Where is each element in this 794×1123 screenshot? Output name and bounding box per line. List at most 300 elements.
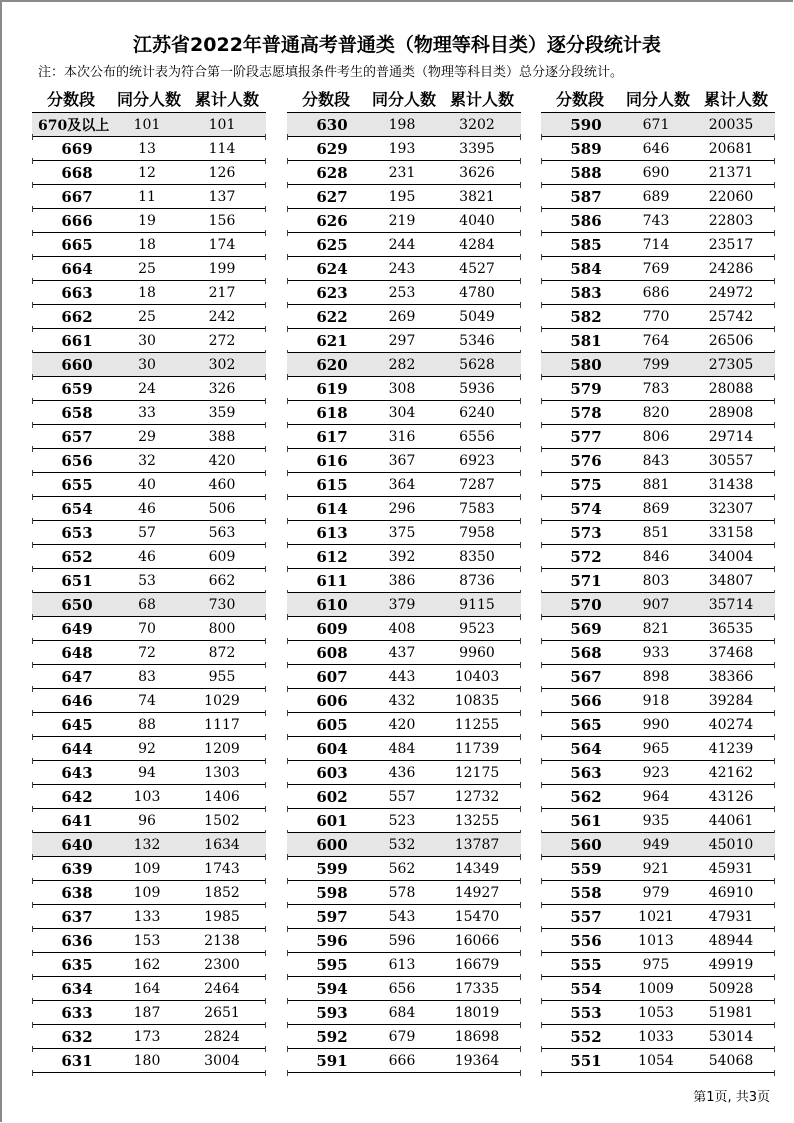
table-row [541,881,775,905]
same-count-cell: 187 [133,1004,161,1021]
table-row [32,713,266,737]
score-cell: 577 [570,427,602,446]
cumulative-count-cell: 36535 [708,620,754,637]
score-cell: 629 [316,139,348,158]
cumulative-count-cell: 6923 [459,452,495,469]
table-row [541,113,775,137]
same-count-cell: 656 [388,980,416,997]
same-count-cell: 484 [388,740,416,757]
same-count-cell: 46 [138,548,156,565]
same-count-cell: 436 [388,764,416,781]
cumulative-count-cell: 1985 [204,908,240,925]
cumulative-count-cell: 1743 [204,860,240,877]
same-count-cell: 1053 [638,1004,674,1021]
score-cell: 641 [61,811,93,830]
cumulative-count-cell: 563 [208,524,236,541]
same-count-cell: 783 [642,380,670,397]
table-row [287,617,521,641]
table-row [287,233,521,257]
score-cell: 668 [61,163,93,182]
score-cell: 620 [316,355,348,374]
same-count-cell: 921 [642,860,670,877]
table-row [32,905,266,929]
score-cell: 646 [61,691,93,710]
score-cell: 639 [61,859,93,878]
table-row [32,881,266,905]
same-count-cell: 367 [388,452,416,469]
cumulative-count-cell: 30557 [708,452,754,469]
score-cell: 606 [316,691,348,710]
table-row [287,641,521,665]
table-row [32,161,266,185]
score-table-column-1 [32,84,266,1073]
same-count-cell: 714 [642,236,670,253]
same-count-cell: 162 [133,956,161,973]
cumulative-count-cell: 302 [208,356,236,373]
table-row [541,593,775,617]
cumulative-count-cell: 11255 [454,716,500,733]
score-cell: 583 [570,283,602,302]
score-cell: 604 [316,739,348,758]
cumulative-count-cell: 10835 [454,692,500,709]
table-row [32,761,266,785]
cumulative-count-cell: 1117 [204,716,240,733]
score-cell: 618 [316,403,348,422]
table-row [541,905,775,929]
table-note: 注：本次公布的统计表为符合第一阶段志愿填报条件考生的普通类（物理等科目类）总分逐分段统计。 [38,65,624,80]
cumulative-count-cell: 42162 [708,764,754,781]
same-count-cell: 557 [388,788,416,805]
cumulative-count-cell: 41239 [708,740,754,757]
table-row [541,857,775,881]
cumulative-count-cell: 47931 [708,908,754,925]
table-row [541,353,775,377]
same-count-cell: 103 [133,788,161,805]
score-cell: 650 [61,595,93,614]
same-count-cell: 109 [133,884,161,901]
table-row [287,953,521,977]
same-count-cell: 193 [388,140,416,157]
table-row [541,713,775,737]
score-cell: 616 [316,451,348,470]
table-row [32,833,266,857]
cumulative-count-cell: 1634 [204,836,240,853]
same-count-cell: 806 [642,428,670,445]
table-row [287,713,521,737]
table-row [32,401,266,425]
cumulative-count-cell: 1406 [204,788,240,805]
cumulative-count-cell: 1209 [204,740,240,757]
same-count-cell: 964 [642,788,670,805]
same-count-cell: 821 [642,620,670,637]
score-cell: 551 [570,1051,602,1070]
table-row [541,185,775,209]
table-row [541,1025,775,1049]
same-count-cell: 578 [388,884,416,901]
table-row [287,665,521,689]
score-cell: 647 [61,667,93,686]
table-row [287,473,521,497]
same-count-cell: 72 [138,644,156,661]
cumulative-count-cell: 19364 [454,1052,500,1069]
same-count-cell: 392 [388,548,416,565]
same-count-cell: 244 [388,236,416,253]
cumulative-count-cell: 3626 [459,164,495,181]
cumulative-count-cell: 4527 [459,260,495,277]
same-count-cell: 13 [138,140,156,157]
same-count-cell: 881 [642,476,670,493]
same-count-cell: 869 [642,500,670,517]
same-count-cell: 364 [388,476,416,493]
cumulative-count-cell: 49919 [708,956,754,973]
same-count-cell: 918 [642,692,670,709]
table-row [287,353,521,377]
same-count-cell: 68 [138,596,156,613]
cumulative-count-cell: 13787 [454,836,500,853]
cumulative-count-cell: 14927 [454,884,500,901]
score-cell: 610 [316,595,348,614]
score-cell: 570 [570,595,602,614]
same-count-cell: 18 [138,284,156,301]
same-count-cell: 1054 [638,1052,674,1069]
score-cell: 624 [316,259,348,278]
table-row [287,545,521,569]
same-count-cell: 386 [388,572,416,589]
same-count-cell: 523 [388,812,416,829]
same-count-cell: 164 [133,980,161,997]
cumulative-count-cell: 2824 [204,1028,240,1045]
table-row [287,257,521,281]
cumulative-count-cell: 44061 [708,812,754,829]
table-rows [541,112,775,1073]
same-count-cell: 40 [138,476,156,493]
table-row [32,113,266,137]
cumulative-count-cell: 22803 [708,212,754,229]
score-cell: 608 [316,643,348,662]
same-count-cell: 690 [642,164,670,181]
score-cell: 644 [61,739,93,758]
score-cell: 656 [61,451,93,470]
header-cumulative: 累计人数 [449,89,514,109]
table-row [541,233,775,257]
same-count-cell: 846 [642,548,670,565]
score-cell: 632 [61,1027,93,1046]
same-count-cell: 308 [388,380,416,397]
score-cell: 598 [316,883,348,902]
cumulative-count-cell: 15470 [454,908,500,925]
cumulative-count-cell: 24972 [708,284,754,301]
same-count-cell: 990 [642,716,670,733]
cumulative-count-cell: 272 [208,332,236,349]
same-count-cell: 420 [388,716,416,733]
cumulative-count-cell: 359 [208,404,236,421]
table-row [541,377,775,401]
same-count-cell: 965 [642,740,670,757]
cumulative-count-cell: 45931 [708,860,754,877]
same-count-cell: 666 [388,1052,416,1069]
table-row [287,977,521,1001]
same-count-cell: 933 [642,644,670,661]
table-row [32,425,266,449]
score-cell: 560 [570,835,602,854]
cumulative-count-cell: 18019 [454,1004,500,1021]
score-cell: 635 [61,955,93,974]
table-row [541,521,775,545]
cumulative-count-cell: 9115 [459,596,495,613]
table-row [32,737,266,761]
score-cell: 566 [570,691,602,710]
score-cell: 669 [61,139,93,158]
score-cell: 670及以上 [38,117,110,134]
same-count-cell: 562 [388,860,416,877]
same-count-cell: 923 [642,764,670,781]
cumulative-count-cell: 28088 [708,380,754,397]
score-cell: 617 [316,427,348,446]
cumulative-count-cell: 48944 [708,932,754,949]
score-cell: 555 [570,955,602,974]
table-row [287,737,521,761]
score-cell: 653 [61,523,93,542]
same-count-cell: 979 [642,884,670,901]
score-cell: 630 [316,115,348,134]
cumulative-count-cell: 16066 [454,932,500,949]
same-count-cell: 12 [138,164,156,181]
table-row [287,209,521,233]
same-count-cell: 109 [133,860,161,877]
table-row [541,473,775,497]
score-cell: 591 [316,1051,348,1070]
score-cell: 609 [316,619,348,638]
cumulative-count-cell: 506 [208,500,236,517]
same-count-cell: 153 [133,932,161,949]
same-count-cell: 30 [138,356,156,373]
cumulative-count-cell: 34807 [708,572,754,589]
score-cell: 655 [61,475,93,494]
cumulative-count-cell: 35714 [708,596,754,613]
cumulative-count-cell: 54068 [708,1052,754,1069]
same-count-cell: 898 [642,668,670,685]
same-count-cell: 686 [642,284,670,301]
table-row [32,353,266,377]
same-count-cell: 18 [138,236,156,253]
cumulative-count-cell: 46910 [708,884,754,901]
score-cell: 573 [570,523,602,542]
cumulative-count-cell: 26506 [708,332,754,349]
cumulative-count-cell: 174 [208,236,236,253]
same-count-cell: 743 [642,212,670,229]
same-count-cell: 543 [388,908,416,925]
score-cell: 561 [570,811,602,830]
score-cell: 554 [570,979,602,998]
score-cell: 652 [61,547,93,566]
column-header [32,84,266,112]
same-count-cell: 173 [133,1028,161,1045]
score-cell: 664 [61,259,93,278]
score-cell: 585 [570,235,602,254]
table-row [32,689,266,713]
table-row [287,857,521,881]
score-cell: 600 [316,835,348,854]
table-row [32,137,266,161]
same-count-cell: 1009 [638,980,674,997]
score-cell: 563 [570,763,602,782]
score-cell: 589 [570,139,602,158]
same-count-cell: 375 [388,524,416,541]
score-cell: 559 [570,859,602,878]
same-count-cell: 57 [138,524,156,541]
same-count-cell: 689 [642,188,670,205]
score-cell: 626 [316,211,348,230]
table-row [541,737,775,761]
table-row [541,305,775,329]
cumulative-count-cell: 126 [208,164,236,181]
cumulative-count-cell: 3821 [459,188,495,205]
table-row [32,953,266,977]
score-cell: 567 [570,667,602,686]
header-cumulative: 累计人数 [194,89,259,109]
table-row [287,881,521,905]
score-cell: 578 [570,403,602,422]
table-row [541,761,775,785]
score-cell: 593 [316,1003,348,1022]
score-cell: 667 [61,187,93,206]
same-count-cell: 671 [642,116,670,133]
table-row [287,929,521,953]
same-count-cell: 975 [642,956,670,973]
cumulative-count-cell: 33158 [708,524,754,541]
cumulative-count-cell: 32307 [708,500,754,517]
table-rows [32,112,266,1073]
cumulative-count-cell: 6240 [459,404,495,421]
table-row [541,689,775,713]
cumulative-count-cell: 9960 [459,644,495,661]
table-row [287,305,521,329]
table-row [32,473,266,497]
same-count-cell: 684 [388,1004,416,1021]
score-cell: 648 [61,643,93,662]
cumulative-count-cell: 388 [208,428,236,445]
score-cell: 596 [316,931,348,950]
score-cell: 607 [316,667,348,686]
score-cell: 666 [61,211,93,230]
cumulative-count-cell: 2464 [204,980,240,997]
score-cell: 649 [61,619,93,638]
same-count-cell: 408 [388,620,416,637]
score-cell: 605 [316,715,348,734]
table-row [541,785,775,809]
cumulative-count-cell: 23517 [708,236,754,253]
score-cell: 582 [570,307,602,326]
score-cell: 623 [316,283,348,302]
cumulative-count-cell: 199 [208,260,236,277]
same-count-cell: 1013 [638,932,674,949]
table-row [32,185,266,209]
score-cell: 634 [61,979,93,998]
same-count-cell: 195 [388,188,416,205]
score-cell: 628 [316,163,348,182]
cumulative-count-cell: 4780 [459,284,495,301]
cumulative-count-cell: 5936 [459,380,495,397]
cumulative-count-cell: 21371 [708,164,754,181]
same-count-cell: 799 [642,356,670,373]
table-row [287,569,521,593]
same-count-cell: 74 [138,692,156,709]
cumulative-count-cell: 43126 [708,788,754,805]
score-cell: 645 [61,715,93,734]
score-cell: 636 [61,931,93,950]
cumulative-count-cell: 3395 [459,140,495,157]
score-cell: 612 [316,547,348,566]
same-count-cell: 132 [133,836,161,853]
score-cell: 571 [570,571,602,590]
table-row [541,833,775,857]
same-count-cell: 32 [138,452,156,469]
score-cell: 579 [570,379,602,398]
score-cell: 565 [570,715,602,734]
score-cell: 588 [570,163,602,182]
same-count-cell: 30 [138,332,156,349]
table-row [287,809,521,833]
same-count-cell: 532 [388,836,416,853]
table-row [32,305,266,329]
score-cell: 562 [570,787,602,806]
table-row [541,1049,775,1073]
table-row [32,449,266,473]
same-count-cell: 770 [642,308,670,325]
cumulative-count-cell: 34004 [708,548,754,565]
cumulative-count-cell: 217 [208,284,236,301]
score-cell: 595 [316,955,348,974]
table-row [32,1049,266,1073]
cumulative-count-cell: 609 [208,548,236,565]
score-cell: 601 [316,811,348,830]
same-count-cell: 282 [388,356,416,373]
score-cell: 640 [61,835,93,854]
same-count-cell: 25 [138,260,156,277]
cumulative-count-cell: 730 [208,596,236,613]
score-cell: 663 [61,283,93,302]
cumulative-count-cell: 3004 [204,1052,240,1069]
score-cell: 580 [570,355,602,374]
cumulative-count-cell: 662 [208,572,236,589]
same-count-cell: 101 [133,116,161,133]
table-row [287,281,521,305]
same-count-cell: 70 [138,620,156,637]
score-cell: 575 [570,475,602,494]
same-count-cell: 432 [388,692,416,709]
score-cell: 665 [61,235,93,254]
cumulative-count-cell: 8736 [459,572,495,589]
cumulative-count-cell: 39284 [708,692,754,709]
cumulative-count-cell: 156 [208,212,236,229]
cumulative-count-cell: 1029 [204,692,240,709]
score-cell: 602 [316,787,348,806]
same-count-cell: 679 [388,1028,416,1045]
table-row [541,209,775,233]
cumulative-count-cell: 7287 [459,476,495,493]
same-count-cell: 316 [388,428,416,445]
cumulative-count-cell: 11739 [454,740,500,757]
table-row [541,425,775,449]
table-row [541,929,775,953]
same-count-cell: 596 [388,932,416,949]
same-count-cell: 297 [388,332,416,349]
score-cell: 660 [61,355,93,374]
table-row [541,329,775,353]
same-count-cell: 88 [138,716,156,733]
cumulative-count-cell: 28908 [708,404,754,421]
cumulative-count-cell: 37468 [708,644,754,661]
